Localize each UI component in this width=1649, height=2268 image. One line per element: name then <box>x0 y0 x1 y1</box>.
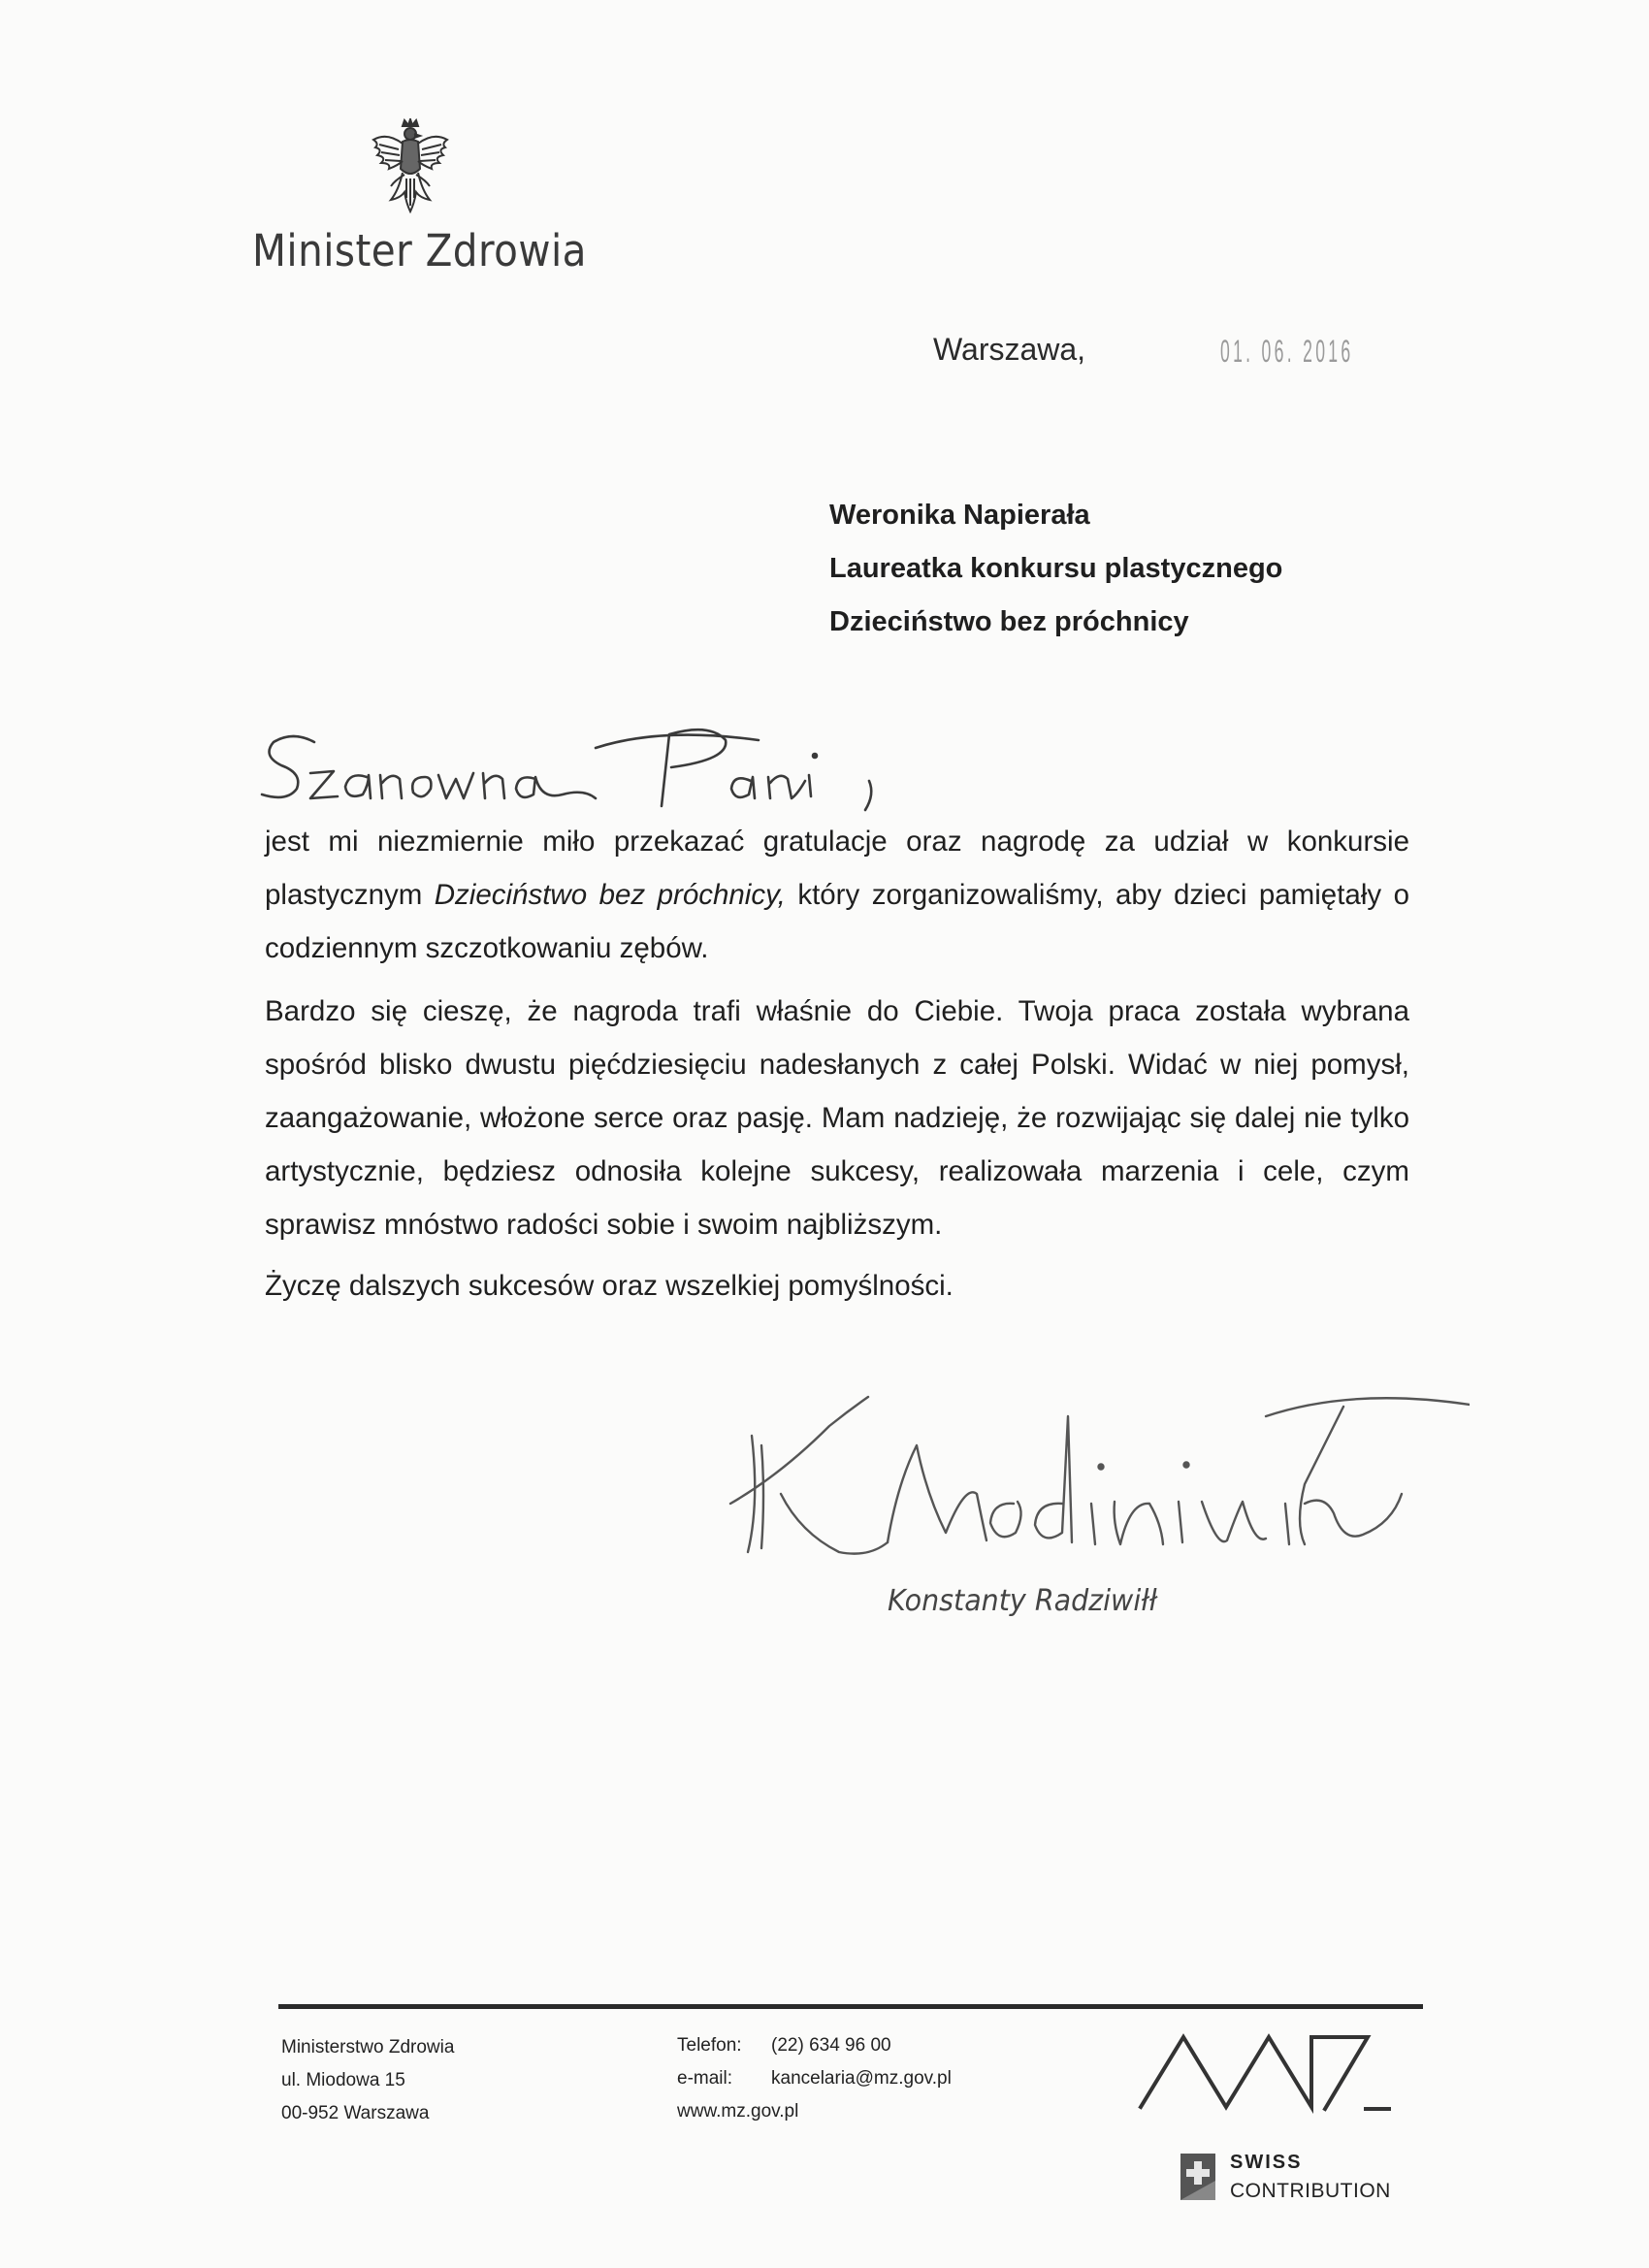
footer-address-line-1: Ministerstwo Zdrowia <box>281 2037 455 2057</box>
recipient-contest: Dzieciństwo bez próchnicy <box>829 606 1189 637</box>
ministry-title: Minister Zdrowia <box>252 225 587 276</box>
body-paragraph-1 <box>265 815 1409 975</box>
recipient-title: Laureatka konkursu plastycznego <box>829 553 1283 584</box>
signatory-name: Konstanty Radziwiłł <box>888 1584 1157 1618</box>
body-paragraph-3: Życzę dalszych sukcesów oraz wszelkiej pomyślności. <box>265 1270 954 1302</box>
swiss-contribution-line-1: SWISS <box>1230 2152 1303 2173</box>
recipient-name: Weronika Napierała <box>829 500 1090 531</box>
handwritten-signature <box>723 1377 1470 1581</box>
footer-rule <box>278 2004 1423 2009</box>
body-paragraph-1-text-b: który zorganizowaliśmy, aby dzieci pamiętały o codziennym szczotkowaniu zębów. <box>265 879 1409 964</box>
place-city: Warszawa, <box>933 332 1086 367</box>
swiss-cross-logo-icon <box>1179 2152 1217 2202</box>
footer-address-line-2: ul. Miodowa 15 <box>281 2070 405 2090</box>
contest-name-italic: Dzieciństwo bez próchnicy, <box>434 879 786 911</box>
polish-eagle-emblem-icon <box>370 118 451 215</box>
footer-website-link[interactable]: www.mz.gov.pl <box>677 2101 799 2122</box>
footer-phone-label: Telefon: <box>677 2035 742 2056</box>
body-paragraph-1-text-a: jest mi niezmiernie miło przekazać gratulacje oraz nagrodę za udział w konkursie plastycznym <box>265 826 1409 911</box>
handwritten-salutation <box>254 713 972 829</box>
mz-zigzag-logo-icon <box>1135 2027 1397 2115</box>
footer-email-label: e-mail: <box>677 2068 733 2089</box>
footer-address-line-3: 00-952 Warszawa <box>281 2103 430 2123</box>
swiss-contribution-line-2: CONTRIBUTION <box>1230 2180 1391 2202</box>
date-stamp: 01. 06. 2016 <box>1220 334 1354 369</box>
body-paragraph-2: Bardzo się cieszę, że nagroda trafi właśnie do Ciebie. Twoja praca została wybrana spośród blisko dwustu pięćdziesięciu nadesłanych z całej Polski. Widać w niej pomysł, zaangażowanie, włożone serce oraz pasję. Mam nadzieję, że rozwijając się dalej nie tylko artystycznie, będziesz odnosiła kolejne sukcesy, realizowała marzenia i cele, czym sprawisz mnóstwo radości sobie i swoim najbliższym. <box>265 995 1409 1241</box>
footer-email-link[interactable]: kancelaria@mz.gov.pl <box>771 2068 952 2089</box>
footer-phone-value: (22) 634 96 00 <box>771 2035 891 2056</box>
